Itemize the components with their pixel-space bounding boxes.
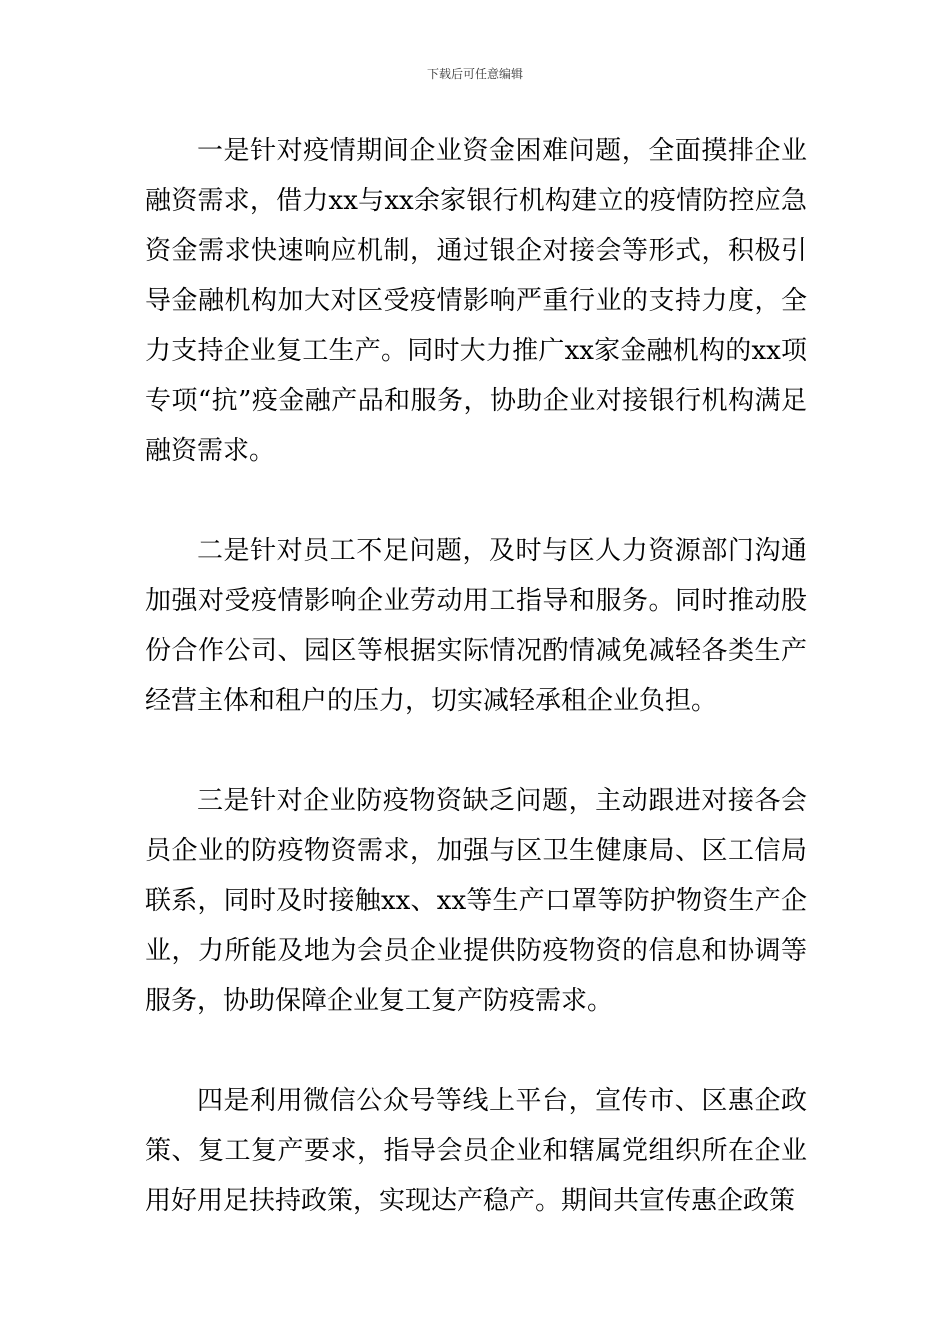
paragraph-3: 三是针对企业防疫物资缺乏问题，主动跟进对接各会员企业的防疫物资需求，加强与区卫生健康局、区工信局联系，同时及时接触xx、xx等生产口罩等防护物资生产企业，力所能及地为会员企业提供防疫物资的信息和协调等服务，协助保障企业复工复产防疫需求。 [145, 786, 807, 1016]
paragraph-4: 四是利用微信公众号等线上平台，宣传市、区惠企政策、复工复产要求，指导会员企业和辖属党组织所在企业用好用足扶持政策，实现达产稳产。期间共宣传惠企政策 [145, 1086, 807, 1216]
paragraph-2: 二是针对员工不足问题，及时与区人力资源部门沟通加强对受疫情影响企业劳动用工指导和服务。同时推动股份合作公司、园区等根据实际情况酌情减免减轻各类生产经营主体和租户的压力，切实减轻承租企业负担。 [145, 536, 807, 716]
header-note: 下载后可任意编辑 [426, 67, 523, 81]
document-body [145, 126, 807, 1226]
paragraph-1: 一是针对疫情期间企业资金困难问题，全面摸排企业融资需求，借力xx与xx余家银行机构建立的疫情防控应急资金需求快速响应机制，通过银企对接会等形式，积极引导金融机构加大对区受疫情影响严重行业的支持力度，全力支持企业复工生产。同时大力推广xx家金融机构的xx项专项“抗”疫金融产品和服务，协助企业对接银行机构满足融资需求。 [145, 136, 807, 466]
